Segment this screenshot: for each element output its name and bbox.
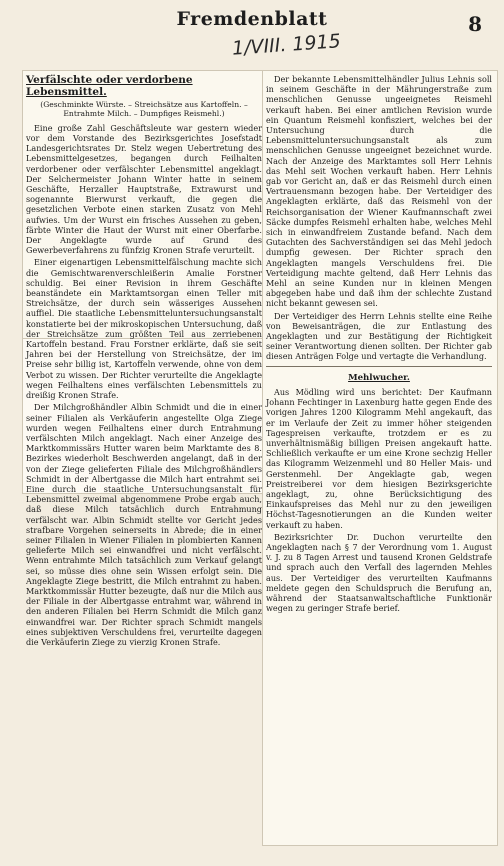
handwritten-date: 1/VIII. 1915 bbox=[231, 30, 342, 60]
section-title: Mehlwucher. bbox=[348, 372, 410, 383]
column-left bbox=[26, 74, 262, 647]
section-divider bbox=[266, 366, 492, 367]
article-headline: Verfälschte oder verdorbene Lebensmittel. bbox=[26, 74, 193, 98]
article-subheadline: (Geschminkte Würste. – Streichsätze aus Kartoffeln. – Entrahmte Milch. – Dumpfiges Reismehl.) bbox=[40, 100, 248, 119]
article-paragraph: Der Verteidiger des Herrn Lehnis stellte eine Reihe von Beweisanträgen, die zur Entlastung des Angeklagten und zur Bestätigung der Richtigkeit seiner Verantwortung dienen sollten. Der Richter gab diesen Anträgen Folge und vertagte die Verhandlung. bbox=[266, 310, 492, 362]
page-number: 8 bbox=[468, 12, 482, 36]
article-paragraph: Einer eigenartigen Lebensmittelfälschung machte sich die Gemischtwarenverschleißerin Amalie Forstner schuldig. Bei einer Revision in ihrem Geschäfte beanständete ein Marktamtsorgan einen Teller mit Streichsätze, der durch sein wässeriges Aussehen auffiel. Die staatliche Lebensmitteluntersuchungsanstalt konstatierte bei der mikroskopischen Untersuchung, daß der Streichsätze zum größten Teil aus zerriebenen Kartoffeln bestand. Frau Forstner erklärte, daß sie seit Jahren bei der Herstellung von Streichsätze, der im Preise sehr billig ist, Kartoffeln verwende, ohne von dem Verbot zu wissen. Der Richter verurteilte die Angeklagte wegen Feilhaltens eines verfälschten Lebensmittels zu dreißig Kronen Strafe. bbox=[26, 257, 262, 401]
newspaper-title: Fremdenblatt bbox=[176, 8, 328, 30]
article-paragraph: Der bekannte Lebensmittelhändler Julius Lehnis soll in seinem Geschäfte in der Mährungerstraße zum menschlichen Genusse ungeeignetes Reismehl verkauft haben. Bei einer amtlichen Revision wurde ein Quantum Reismehl konfisziert, welches bei der Untersuchung durch die Lebensmitteluntersuchungsanstalt als zum menschlichen Genusse ungeeignet bezeichnet wurde. Nach der Anzeige des Marktamtes soll Herr Lehnis das Mehl seit Wochen verkauft haben. Herr Lehnis gab vor Gericht an, daß er das Reismehl durch einen Vertrauensmann bezogen habe. Der Verteidiger des Angeklagten erklärte, daß das Reismehl von der Reichsorganisation der Wiener Kaufmannschaft zwei Säcke dumpfes Reismehl erhalten habe, welches Mehl sich in einwandfreiem Zustande befand. Nach dem Gutachten des Sachverständigen sei das Mehl jedoch dumpfig gewesen. Der Richter sprach den Angeklagten mangels Verschuldens frei. Die Verteidigung machte geltend, daß Herr Lehnis das Mehl an seine Kunden nur in kleinen Mengen abgegeben habe und daß ihm der schlechte Zustand nicht bekannt gewesen sei. bbox=[266, 74, 492, 309]
masthead bbox=[0, 8, 504, 68]
article-paragraph: Eine große Zahl Geschäftsleute war gestern wieder vor dem Vorstande des Bezirksgerichtes Josefstadt Landesgerichtsrates Dr. Stelz wegen Uebertretung des Lebensmittelgesetzes, begangen durch Feilhalten verdorbener oder verfälschter Lebensmittel angeklagt. Der Selchermeister Johann Winter hatte in seinem Geschäfte, Herzaller Hauptstraße, Extrawurst und sogenannte Bierwurst verkauft, die gegen die gesetzlichen Verbote einen starken Zusatz von Mehl aufwies. Um der Wurst ein frisches Aussehen zu geben, färbte Winter die Haut der Wurst mit einer Oberfarbe. Der Angeklagte wurde auf Grund des Gewerbeverfahrens zu fünfzig Kronen Strafe verurteilt. bbox=[26, 122, 262, 256]
article-paragraph: Der Milchgroßhändler Albin Schmidt und die in einer seiner Filialen als Verkäuferin angestellte Olga Ziege wurden wegen Feilhaltens einer durch Entrahmung verfälschten Milch angeklagt. Nach einer Anzeige des Marktkommissärs Hutter waren beim Marktamte des 8. Bezirkes wiederholt Beschwerden angelangt, daß in der von der Ziege gelieferten Filiale des Milchgroßhändlers Schmidt in der Albertgasse die Milch hart entrahmt sei. Eine durch die staatliche Untersuchungsanstalt für Lebensmittel zweimal abgenommene Probe ergab auch, daß diese Milch tatsächlich durch Entrahmung verfälscht war. Albin Schmidt stellte vor Gericht jedes strafbare Vorgehen seinerseits in Abrede; die in einer seiner Filialen in Wiener Filialen in plombierten Kannen gelieferte Milch sei einwandfrei und nicht verfälscht. Wenn entrahmte Milch tatsächlich zum Verkauf gelangt sei, so müsse dies ohne sein Wissen erfolgt sein. Die Angeklagte Ziege bestritt, die Milch entrahmt zu haben. Marktkommissär Hutter bezeugte, daß nur die Milch aus der Filiale in der Albertgasse entrahmt war, während in den anderen Filialen bei Herrn Schmidt die Milch ganz einwandfrei war. Der Richter sprach Schmidt mangels eines subjektiven Verschuldens frei, verurteilte dagegen die Verkäuferin Ziege zu vierzig Kronen Strafe. bbox=[26, 402, 262, 647]
article-paragraph: Bezirksrichter Dr. Duchon verurteilte den Angeklagten nach § 7 der Verordnung vom 1. August v. J. zu 8 Tagen Arrest und tausend Kronen Geldstrafe und sprach auch den Verfall des lagernden Mehles aus. Der Verteidiger des verurteilten Kaufmanns meldete gegen den Schuldspruch die Berufung an, während der Staatsanwaltschaftliche Funktionär wegen zu geringer Strafe berief. bbox=[266, 531, 492, 614]
column-right bbox=[266, 74, 492, 840]
article-paragraph: Aus Mödling wird uns berichtet: Der Kaufmann Johann Fechtinger in Laxenburg hatte gegen Ende des vorigen Jahres 1200 Kilogramm Mehl angekauft, das er im Verlaufe der Zeit zu immer höher steigenden Tagespreisen verkaufte, trotzdem er es zu unverhältnismäßig billigen Preisen angekauft hatte. Schließlich verkaufte er um eine Krone sechzig Heller das Kilogramm Weizenmehl und 80 Heller Mais- und Gerstenmehl. Der Angeklagte gab, wegen Preistreiberei vor dem hiesigen Bezirksgerichte angeklagt, zu, ohne Berücksichtigung des Einkaufspreises das Mehl nur zu den jeweiligen Höchst-Tagesnotierungen an die Kunden weiter verkauft zu haben. bbox=[266, 386, 492, 530]
